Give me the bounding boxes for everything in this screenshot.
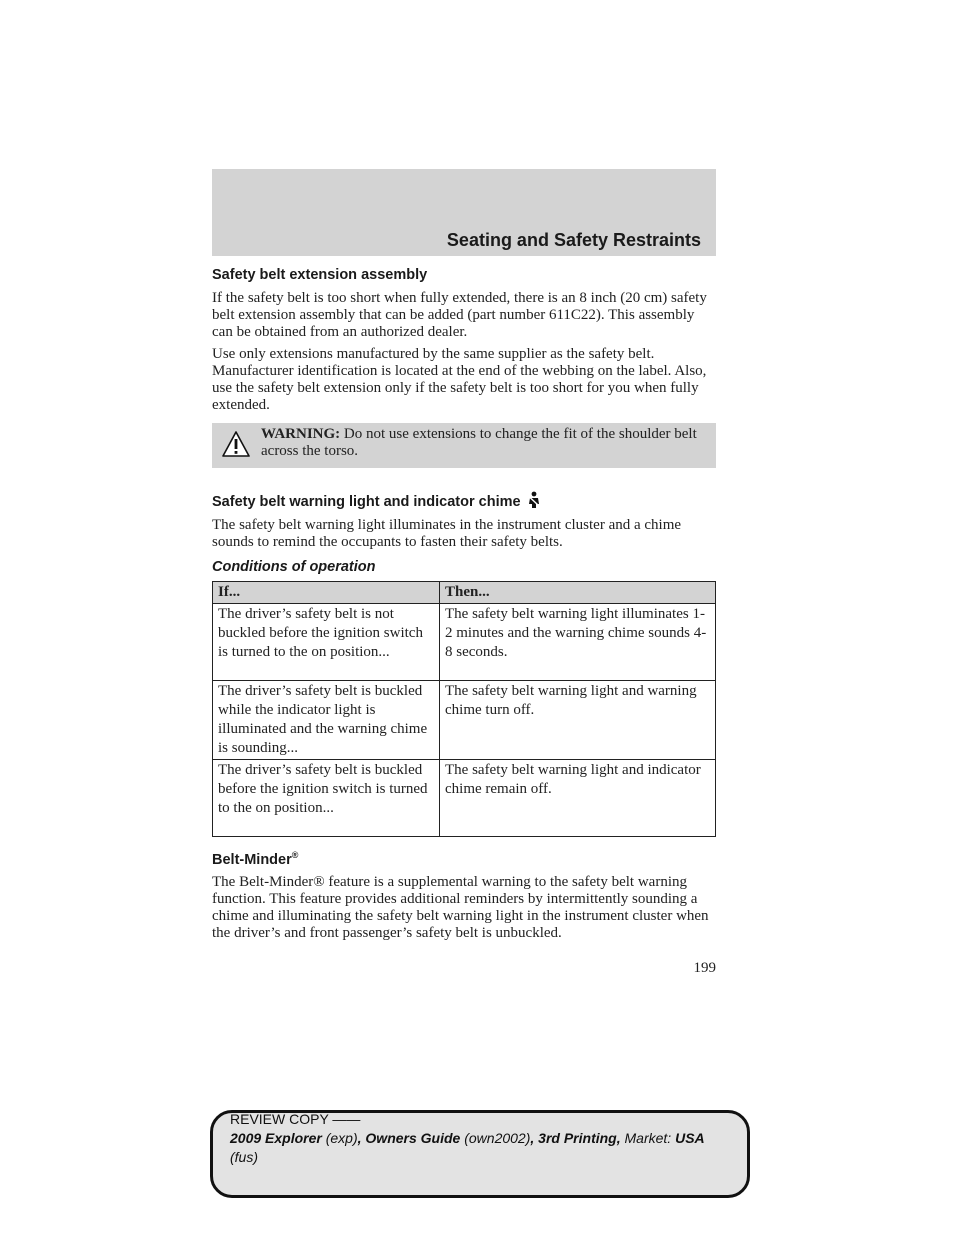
table-header-row xyxy=(213,582,716,604)
column-header-then: Then... xyxy=(440,582,716,604)
table-cell-if: The driver’s safety belt is buckled while the indicator light is illuminated and the warning chime is sounding... xyxy=(213,681,440,760)
footer-guide: , Owners Guide xyxy=(357,1130,461,1146)
footer-text xyxy=(230,1110,740,1167)
seatbelt-warning-icon xyxy=(527,491,541,509)
registered-mark: ® xyxy=(291,850,299,860)
footer-market-label: Market: xyxy=(620,1130,676,1146)
column-header-if: If... xyxy=(213,582,440,604)
table-cell-if: The driver’s safety belt is not buckled before the ignition switch is turned to the on position... xyxy=(213,604,440,681)
warning-triangle-icon xyxy=(222,430,250,458)
warning-box xyxy=(212,423,716,468)
beltminder-paragraph: The Belt-Minder® feature is a supplemental warning to the safety belt warning function. This feature provides additional reminders by intermittently sounding a chime and illuminating the safety belt warning light in the instrument cluster when the driver’s and front passenger’s safety belt is unbuckled. xyxy=(212,873,709,941)
page-content xyxy=(212,267,716,942)
page-number: 199 xyxy=(693,960,716,976)
table-cell-then: The safety belt warning light illuminates 1-2 minutes and the warning chime sounds 4-8 seconds. xyxy=(440,604,716,681)
warning-body: Do not use extensions to change the fit of the shoulder belt across the torso. xyxy=(261,426,697,459)
warning-label: WARNING: xyxy=(261,426,341,442)
chime-paragraph: The safety belt warning light illuminates in the instrument cluster and a chime sounds to remind the occupants to fasten their safety belts. xyxy=(212,517,682,550)
beltminder-heading xyxy=(212,850,716,868)
extension-paragraph-1: If the safety belt is too short when fully extended, there is an 8 inch (20 cm) safety belt extension assembly that can be added (part number 611C22). This assembly can be obtained from an authorized dealer. xyxy=(212,290,707,340)
footer-model: 2009 Explorer xyxy=(230,1130,322,1146)
beltminder-heading-text: Belt-Minder xyxy=(212,851,292,868)
table-cell-if: The driver’s safety belt is buckled before the ignition switch is turned to the on position... xyxy=(213,760,440,837)
footer-market: USA xyxy=(675,1130,705,1146)
chime-heading xyxy=(212,491,716,510)
footer-model-code: (exp) xyxy=(321,1130,358,1146)
warning-text xyxy=(261,426,711,460)
header-band xyxy=(212,169,716,256)
chime-heading-text: Safety belt warning light and indicator chime xyxy=(212,494,521,510)
footer-info-line xyxy=(230,1129,740,1148)
table-cell-then: The safety belt warning light and indicator chime remain off. xyxy=(440,760,716,837)
extension-heading: Safety belt extension assembly xyxy=(212,267,428,283)
conditions-table xyxy=(212,581,716,837)
table-row xyxy=(213,604,716,681)
table-row xyxy=(213,760,716,837)
section-title: Seating and Safety Restraints xyxy=(446,230,701,250)
table-row xyxy=(213,681,716,760)
footer-market-code: (fus) xyxy=(230,1149,258,1165)
footer-guide-code: (own2002) xyxy=(460,1130,531,1146)
footer-review-line: REVIEW COPY —— xyxy=(230,1111,361,1127)
footer-printing: , 3rd Printing, xyxy=(530,1130,621,1146)
extension-paragraph-2: Use only extensions manufactured by the same supplier as the safety belt. Manufacturer identification is located at the end of the webbing on the label. Also, use the safety belt extension only if the safety belt is too short for you when fully extended. xyxy=(212,346,707,413)
table-cell-then: The safety belt warning light and warning chime turn off. xyxy=(440,681,716,760)
conditions-heading: Conditions of operation xyxy=(212,559,376,575)
